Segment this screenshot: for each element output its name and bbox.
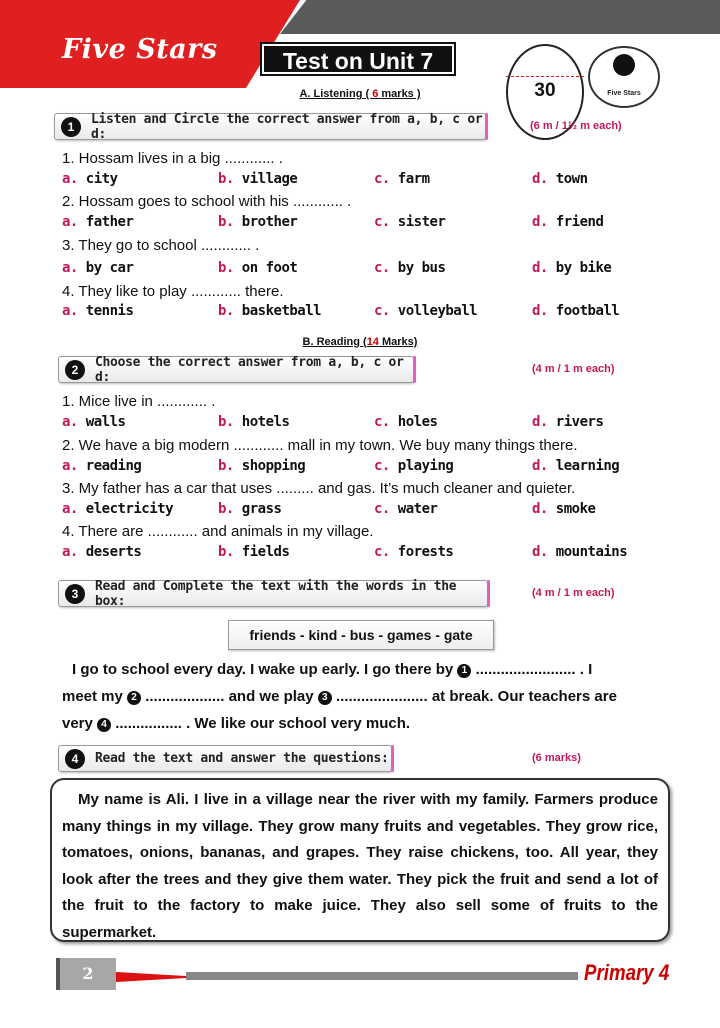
blank-1[interactable]: ........................ . I: [475, 661, 593, 678]
option-b[interactable]: b. basketball: [218, 303, 322, 319]
question-stem: 3. They go to school ............ .: [62, 237, 260, 254]
blank-4[interactable]: ................ .: [115, 715, 191, 732]
option-b[interactable]: b. brother: [218, 214, 298, 230]
question-1-marks: (6 m / 1½ m each): [530, 120, 622, 132]
option-b[interactable]: b. village: [218, 171, 298, 187]
question-number-badge: 4: [65, 749, 85, 769]
question-number-badge: 2: [65, 360, 85, 380]
option-d[interactable]: d. mountains: [532, 544, 628, 560]
options-row: [62, 171, 662, 191]
question-number-badge: 3: [65, 584, 85, 604]
question-number-badge: 1: [61, 117, 81, 137]
option-a[interactable]: a. reading: [62, 458, 142, 474]
option-a[interactable]: a. city: [62, 171, 118, 187]
option-d[interactable]: d. by bike: [532, 260, 612, 276]
option-b[interactable]: b. grass: [218, 501, 282, 517]
option-c[interactable]: c. holes: [374, 414, 438, 430]
option-b[interactable]: b. fields: [218, 544, 290, 560]
reading-passage: My name is Ali. I live in a village near the river with my family. Farmers produce many things in my village. They grow many fruits and vegetables. They grow rice, tomatoes, onions, bananas, and grapes. They raise chickens, too. All year, they look after the trees and they give them water. They pick the fruit and send a lot of the fruit to the factory to make juice. They also sell some of fruits to the supermarket.: [62, 791, 658, 941]
option-c[interactable]: c. by bus: [374, 260, 446, 276]
section-b-label: B. Reading (14 Marks): [302, 336, 418, 348]
question-stem: 1. Hossam lives in a big ............ .: [62, 150, 283, 167]
logo-text: Five Stars: [607, 90, 641, 97]
footer-gray-stripe: [186, 972, 578, 980]
options-row: [62, 260, 662, 280]
option-a[interactable]: a. tennis: [62, 303, 134, 319]
options-row: [62, 501, 662, 521]
word-box: friends - kind - bus - games - gate: [228, 620, 494, 650]
question-2-instruction: Choose the correct answer from a, b, c or d:: [95, 354, 404, 385]
option-d[interactable]: d. rivers: [532, 414, 604, 430]
section-a-label: A. Listening ( 6 marks ): [299, 88, 421, 100]
score-divider: [506, 76, 584, 77]
blank-1-marker: 1: [457, 664, 471, 678]
option-c[interactable]: c. sister: [374, 214, 446, 230]
blank-4-marker: 4: [97, 718, 111, 732]
reading-passage-box: [50, 778, 670, 942]
question-1-header: [54, 113, 486, 140]
logo-ball-icon: [613, 54, 635, 76]
option-d[interactable]: d. learning: [532, 458, 620, 474]
question-2-marks: (4 m / 1 m each): [532, 363, 615, 375]
option-d[interactable]: d. friend: [532, 214, 604, 230]
option-d[interactable]: d. town: [532, 171, 588, 187]
option-b[interactable]: b. hotels: [218, 414, 290, 430]
question-2-header: [58, 356, 414, 383]
question-4-instruction: Read the text and answer the questions:: [95, 751, 389, 766]
options-row: [62, 458, 662, 478]
option-d[interactable]: d. football: [532, 303, 620, 319]
blank-2-marker: 2: [127, 691, 141, 705]
page-number: 2: [56, 958, 116, 990]
option-b[interactable]: b. on foot: [218, 260, 298, 276]
option-a[interactable]: a. walls: [62, 414, 126, 430]
blank-2[interactable]: ...................: [145, 688, 225, 705]
option-c[interactable]: c. farm: [374, 171, 430, 187]
footer-level: Primary 4: [584, 960, 670, 985]
question-stem: 1. Mice live in ............ .: [62, 393, 216, 410]
blank-3[interactable]: ......................: [335, 688, 428, 705]
options-row: [62, 214, 662, 234]
question-3-instruction: Read and Complete the text with the words in the box:: [95, 578, 457, 609]
question-stem: 4. They like to play ............ there.: [62, 283, 284, 300]
total-score: 30: [534, 80, 556, 101]
options-row: [62, 303, 662, 323]
footer-red-stripe: [116, 972, 186, 982]
header-gray-banner: [280, 0, 720, 34]
option-c[interactable]: c. water: [374, 501, 438, 517]
question-stem: 2. Hossam goes to school with his ............ .: [62, 193, 352, 210]
question-4-marks: (6 marks): [532, 752, 581, 764]
question-stem: 2. We have a big modern ............ mall in my town. We buy many things there.: [62, 437, 578, 454]
test-title: Test on Unit 7: [260, 42, 456, 76]
question-stem: 3. My father has a car that uses ......... and gas. It’s much cleaner and quieter.: [62, 480, 576, 497]
option-a[interactable]: a. father: [62, 214, 134, 230]
option-a[interactable]: a. deserts: [62, 544, 142, 560]
question-1-instruction: Listen and Circle the correct answer from a, b, c or d:: [91, 111, 483, 142]
option-c[interactable]: c. playing: [374, 458, 454, 474]
options-row: [62, 544, 662, 564]
question-4-header: [58, 745, 392, 772]
option-a[interactable]: a. by car: [62, 260, 134, 276]
options-row: [62, 414, 662, 434]
option-d[interactable]: d. smoke: [532, 501, 596, 517]
question-stem: 4. There are ............ and animals in my village.: [62, 523, 374, 540]
completion-text: I go to school every day. I wake up early. I go there by 1 ........................ . I meet my 2 ................... and we play 3 ...................... at break. Our teachers are very 4 ................ . We like our school very much.: [62, 661, 617, 732]
question-3-header: [58, 580, 488, 607]
blank-3-marker: 3: [318, 691, 332, 705]
question-3-marks: (4 m / 1 m each): [532, 587, 615, 599]
option-c[interactable]: c. forests: [374, 544, 454, 560]
option-b[interactable]: b. shopping: [218, 458, 306, 474]
option-a[interactable]: a. electricity: [62, 501, 174, 517]
brand-title: Five Stars: [62, 34, 218, 65]
option-c[interactable]: c. volleyball: [374, 303, 478, 319]
